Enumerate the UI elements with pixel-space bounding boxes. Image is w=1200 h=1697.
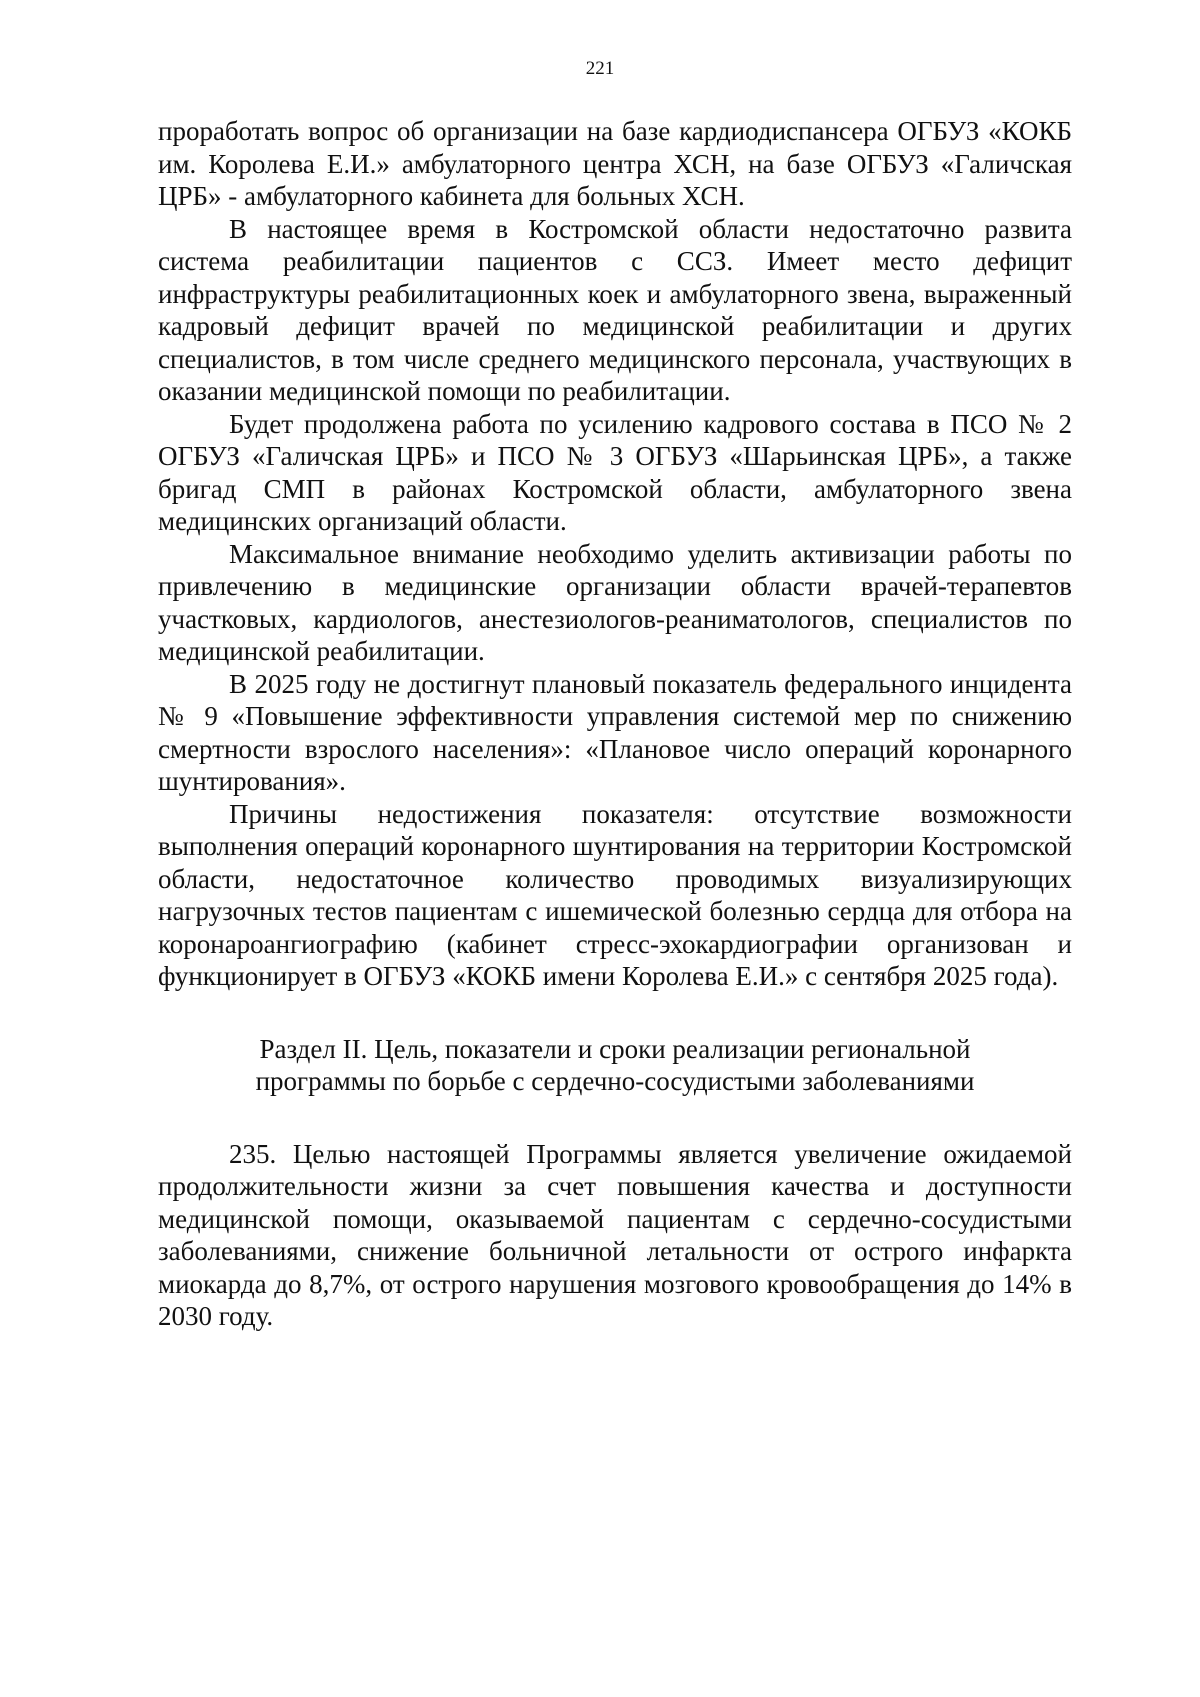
section-heading xyxy=(158,993,1072,1138)
paragraph-rehabilitation: В настоящее время в Костромской области недостаточно развита система реабилитации пациентов с ССЗ. Имеет место дефицит инфраструктуры реабилитационных коек и амбулаторного звена, выраженный кадровый дефицит врачей по медицинской реабилитации и других специалистов, в том числе среднего медицинского персонала, участвующих в оказании медицинской помощи по реабилитации. xyxy=(158,213,1072,406)
document-body xyxy=(158,115,1072,1333)
section-heading-line-1: Раздел II. Цель, показатели и сроки реализации региональной xyxy=(259,1033,971,1064)
paragraph-continuation: проработать вопрос об организации на базе кардиодиспансера ОГБУЗ «КОКБ им. Королева Е.И.» амбулаторного центра ХСН, на базе ОГБУЗ «Галичская ЦРБ» - амбулаторного кабинета для больных ХСН. xyxy=(158,116,1072,211)
paragraph-235: 235. Целью настоящей Программы является увеличение ожидаемой продолжительности жизни за счет повышения качества и доступности медицинской помощи, оказываемой пациентам с сердечно-сосудистыми заболеваниями, снижение больничной летальности от острого инфаркта миокарда до 8,7%, от острого нарушения мозгового кровообращения до 14% в 2030 году. xyxy=(158,1138,1072,1331)
paragraph-indicator: В 2025 году не достигнут плановый показатель федерального инцидента № 9 «Повышение эффективности управления системой мер по снижению смертности взрослого населения»: «Плановое число операций коронарного шунтирования». xyxy=(158,668,1072,796)
page-number: 221 xyxy=(585,58,615,79)
section-heading-line-2: программы по борьбе с сердечно-сосудистыми заболеваниями xyxy=(255,1066,975,1096)
paragraph-reasons: Причины недостижения показателя: отсутствие возможности выполнения операций коронарного шунтирования на территории Костромской области, недостаточное количество проводимых визуализирующих нагрузочных тестов пациентам с ишемической болезнью сердца для отбора на коронароангиографию (кабинет стресс-эхокардиографии организован и функционирует в ОГБУЗ «КОКБ имени Королева Е.И.» с сентября 2025 года). xyxy=(158,798,1072,991)
paragraph-staffing: Будет продолжена работа по усилению кадрового состава в ПСО № 2 ОГБУЗ «Галичская ЦРБ» и ПСО № 3 ОГБУЗ «Шарьинская ЦРБ», а также бригад СМП в районах Костромской области, амбулаторного звена медицинских организаций области. xyxy=(158,408,1072,536)
paragraph-attention: Максимальное внимание необходимо уделить активизации работы по привлечению в медицинские организации области врачей-терапевтов участковых, кардиологов, анестезиологов-реаниматологов, специалистов по медицинской реабилитации. xyxy=(158,538,1072,666)
